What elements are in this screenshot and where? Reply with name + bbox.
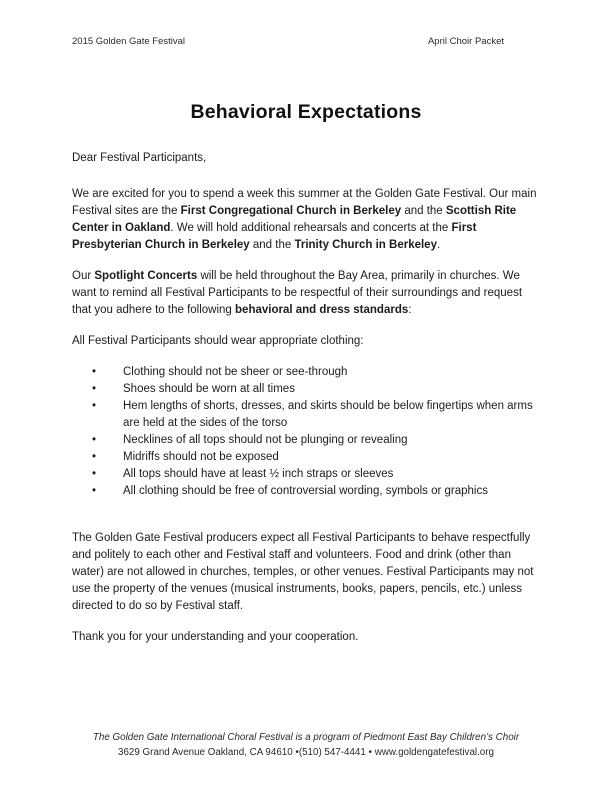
spotlight-seg-2: will be held throughout the Bay Area, primarily in churches. We want to remind all Festival Participants to be respectful of their surroundings and request that you adhere to the following — [72, 270, 523, 316]
list-item — [92, 364, 540, 381]
salutation: Dear Festival Participants, — [72, 152, 207, 164]
list-item — [92, 449, 540, 466]
footer-program-line: The Golden Gate International Choral Festival is a program of Piedmont East Bay Children’s Choir — [92, 732, 520, 743]
page-header — [72, 36, 540, 48]
spotlight-paragraph — [72, 268, 540, 319]
closing-line: Thank you for your understanding and your cooperation. — [72, 631, 359, 643]
intro-seg-2: and the — [401, 205, 446, 217]
dress-rule-text: Clothing should not be sheer or see-through — [123, 366, 348, 378]
spotlight-seg-4: : — [408, 304, 412, 316]
venue-first-presbyterian: First Presbyterian Church in Berkeley — [72, 222, 477, 251]
list-item — [92, 466, 540, 483]
list-item — [92, 381, 540, 398]
intro-paragraph — [72, 186, 540, 254]
venue-first-congregational: First Congregational Church in Berkeley — [180, 205, 402, 217]
bullet-icon: • — [92, 485, 97, 497]
dress-standards-label: behavioral and dress standards — [235, 304, 409, 316]
venue-trinity-church: Trinity Church in Berkeley — [294, 239, 437, 251]
dress-rule-text: All tops should have at least ½ inch straps or sleeves — [123, 468, 394, 480]
footer-contact-line: 3629 Grand Avenue Oakland, CA 94610 •(510) 547-4441 • www.goldengatefestival.org — [118, 747, 494, 758]
bullet-icon: • — [92, 451, 97, 463]
intro-seg-4: . We will hold additional rehearsals and concerts at the — [170, 222, 452, 234]
header-right-text: April Choir Packet — [427, 36, 504, 47]
conduct-paragraph: The Golden Gate Festival producers expect all Festival Participants to behave respectfully and politely to each other and Festival staff and volunteers. Food and drink (other than water) are not allowed in churches, temples, or other venues. Festival Participants may not use the property of the venues (musical instruments, books, papers, pencils, etc.) unless directed to do so by Festival staff. — [72, 532, 534, 612]
bullet-icon: • — [92, 468, 97, 480]
header-left-text: 2015 Golden Gate Festival — [72, 36, 186, 47]
dress-rule-text: All clothing should be free of controversial wording, symbols or graphics — [123, 485, 488, 497]
list-item — [92, 432, 540, 449]
dress-rules-list — [92, 364, 540, 500]
intro-seg-8: . — [436, 239, 441, 251]
clothing-intro-line: All Festival Participants should wear appropriate clothing: — [72, 335, 364, 347]
dress-rule-text: Necklines of all tops should not be plunging or revealing — [123, 434, 408, 446]
dress-rule-text: Shoes should be worn at all times — [123, 383, 295, 395]
bullet-icon: • — [92, 434, 97, 446]
dress-rule-text: Hem lengths of shorts, dresses, and skirts should be below fingertips when arms are held at the sides of the torso — [123, 400, 533, 429]
document-body — [72, 150, 540, 646]
intro-seg-6: and the — [249, 239, 295, 251]
page-title: Behavioral Expectations — [190, 101, 422, 123]
spotlight-seg-0: Our — [72, 270, 95, 282]
intro-seg-0: We are excited for you to spend a week this summer at the Golden Gate Festival. Our main Festival sites are the — [72, 188, 537, 217]
spotlight-concerts-label: Spotlight Concerts — [94, 270, 198, 282]
list-item — [92, 483, 540, 500]
page-footer — [0, 730, 612, 760]
bullet-icon: • — [92, 366, 97, 378]
list-item — [92, 398, 540, 432]
dress-rule-text: Midriffs should not be exposed — [123, 451, 279, 463]
bullet-icon: • — [92, 383, 97, 395]
venue-scottish-rite: Scottish Rite Center in Oakland — [72, 205, 517, 234]
bullet-icon: • — [92, 400, 97, 412]
